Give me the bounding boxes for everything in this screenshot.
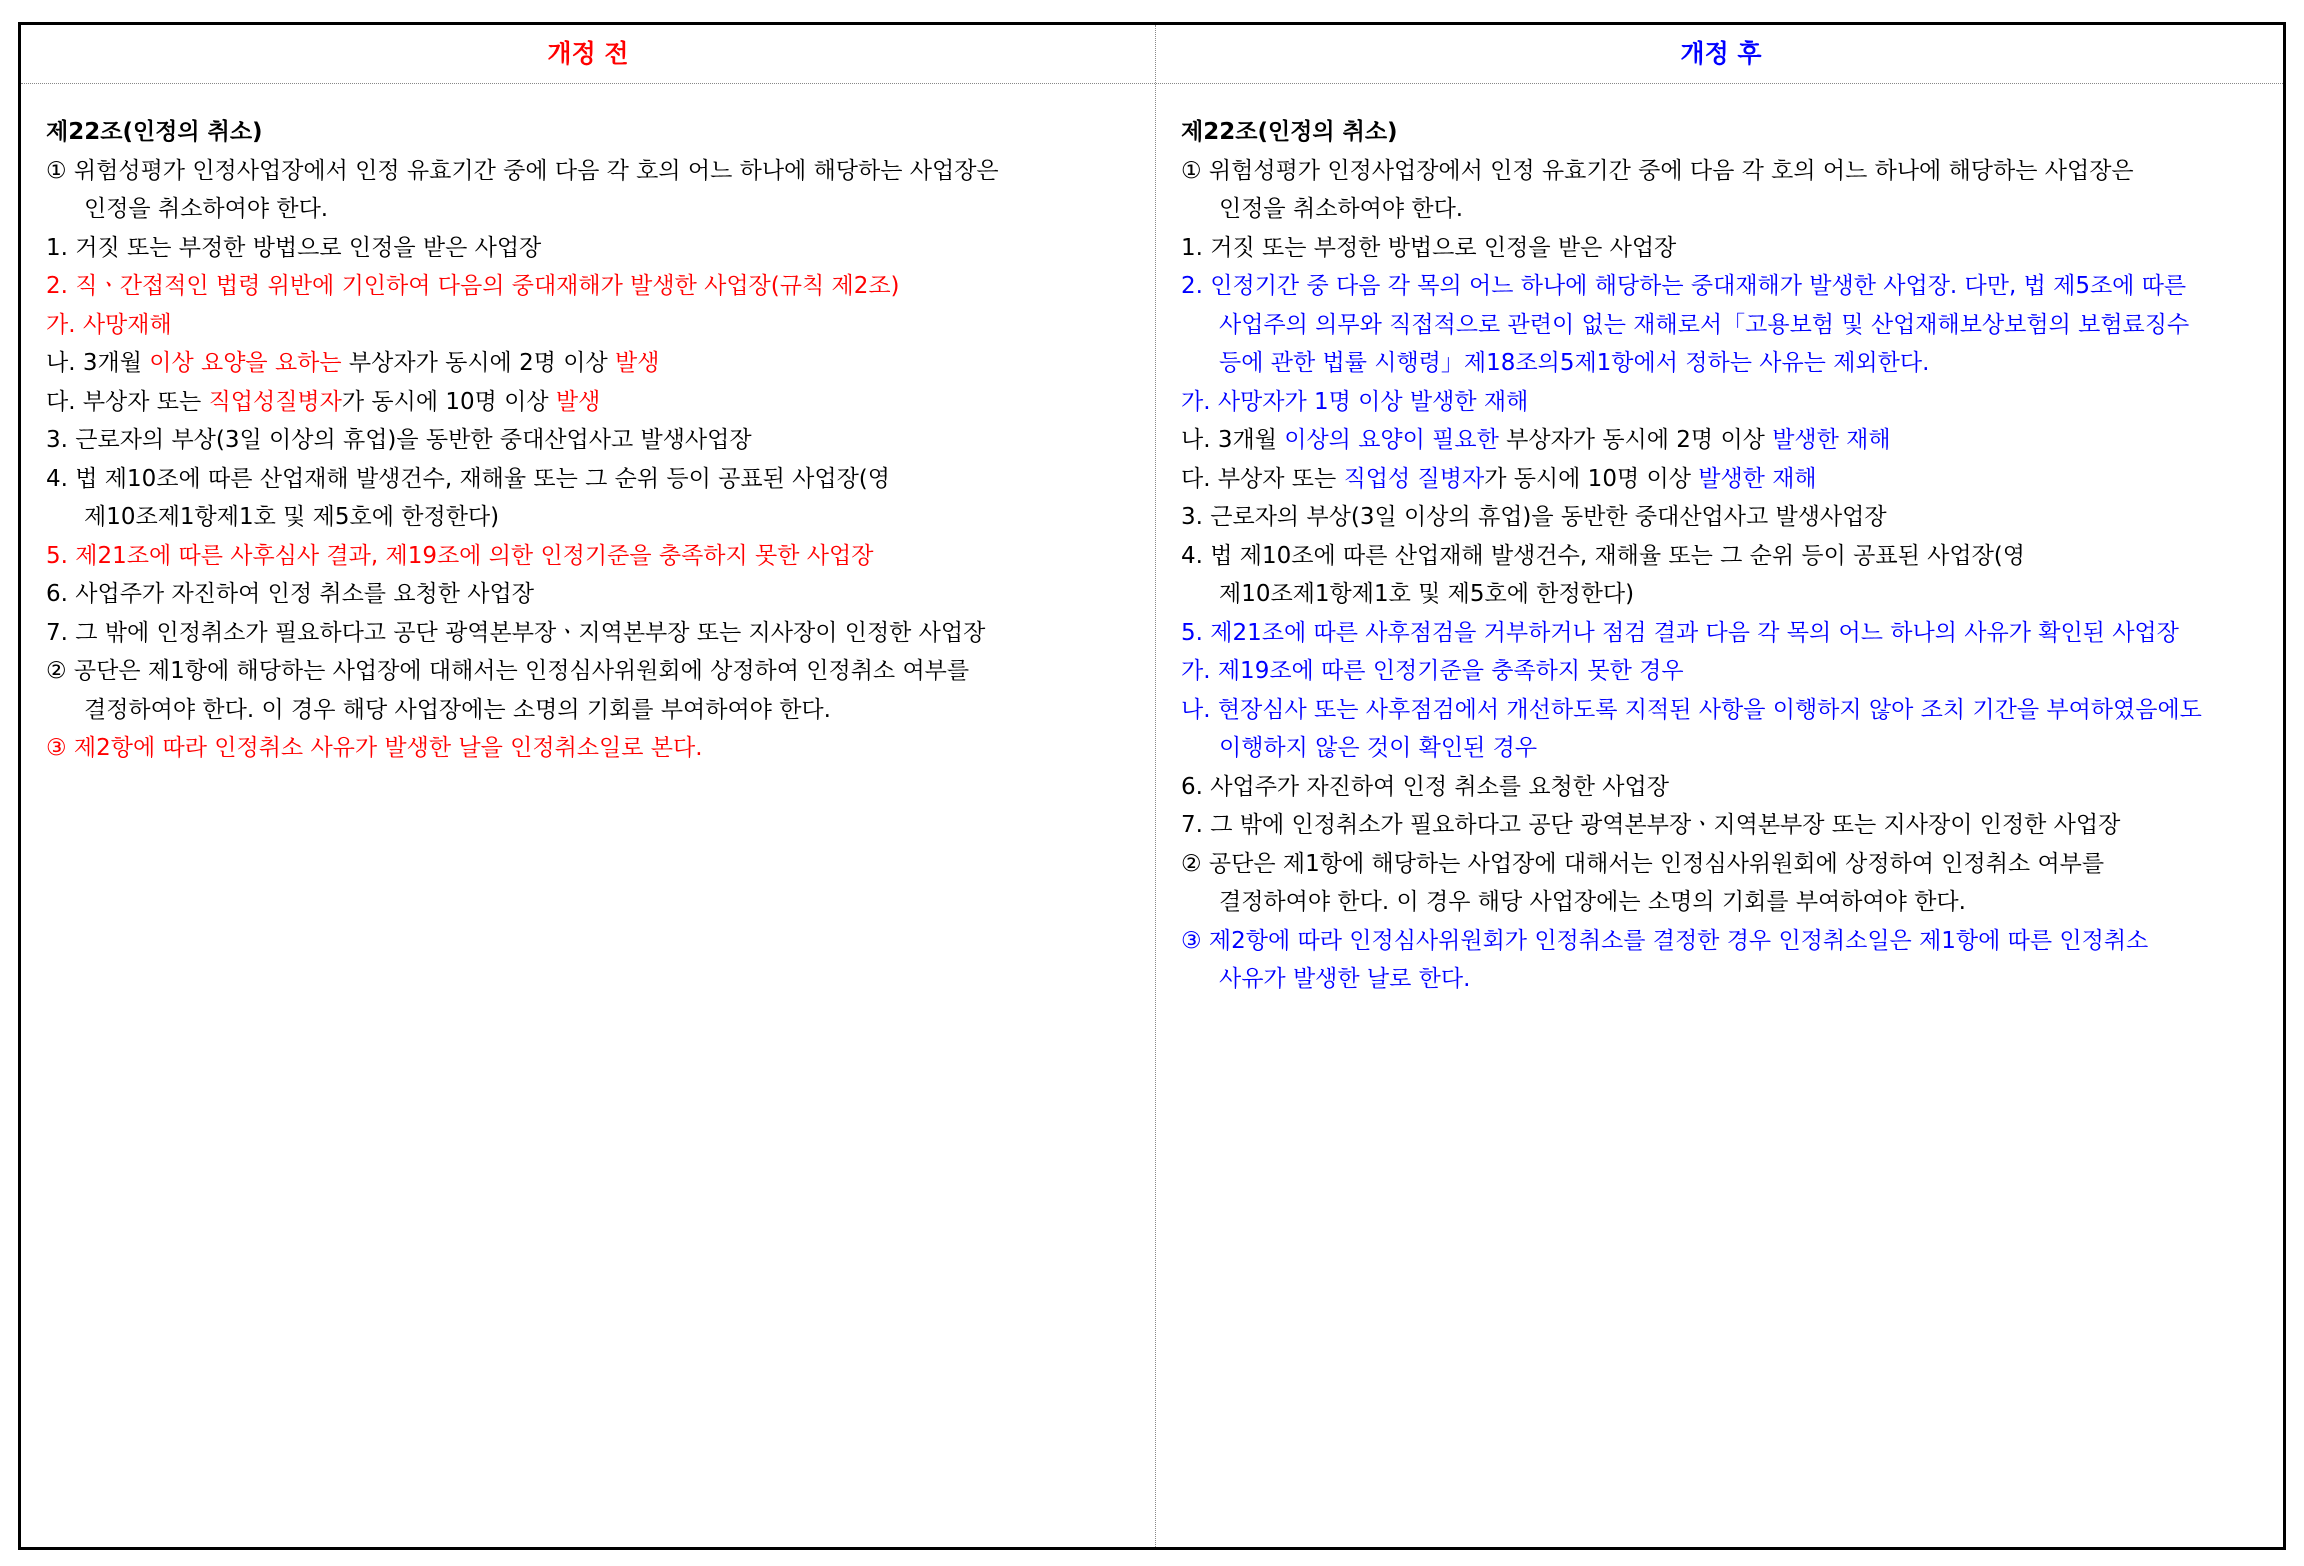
after-text: 인정을 취소하여야 한다. <box>1219 196 1464 222</box>
after-text: ③ 제2항에 따라 인정심사위원회가 인정취소를 결정한 경우 인정취소일은 제1항에 따른 인정취소 <box>1181 927 2149 954</box>
before-text: 제22조(인정의 취소) <box>46 119 263 145</box>
before-line <box>46 152 1136 191</box>
after-line <box>1181 575 2281 614</box>
after-text: 이상의 요양이 필요한 <box>1284 427 1499 453</box>
after-line <box>1181 614 2281 653</box>
header-divider <box>21 83 2283 84</box>
after-line <box>1181 845 2281 884</box>
after-line <box>1181 691 2281 730</box>
before-text: 부상자가 동시에 2명 이상 <box>341 350 615 376</box>
after-text: 나. 3개월 <box>1181 427 1285 453</box>
after-line <box>1181 498 2281 537</box>
before-text: 2. 직ㆍ간접적인 법령 위반에 기인하여 다음의 중대재해가 발생한 사업장(규칙 제2조) <box>46 273 900 299</box>
after-text: 결정하여야 한다. 이 경우 해당 사업장에는 소명의 기회를 부여하여야 한다. <box>1219 889 1966 915</box>
after-text: 다. 부상자 또는 <box>1181 465 1344 492</box>
before-text: 5. 제21조에 따른 사후심사 결과, 제19조에 의한 인정기준을 충족하지 못한 사업장 <box>46 542 874 569</box>
before-line <box>46 729 1136 768</box>
before-header: 개정 전 <box>547 39 629 68</box>
before-line <box>46 383 1136 422</box>
before-text: 7. 그 밖에 인정취소가 필요하다고 공단 광역본부장ㆍ지역본부장 또는 지사장이 인정한 사업장 <box>46 619 986 646</box>
before-text: 나. 3개월 <box>46 350 150 376</box>
before-text: 다. 부상자 또는 <box>46 388 209 415</box>
after-line <box>1181 113 2281 152</box>
before-text: 4. 법 제10조에 따른 산업재해 발생건수, 재해율 또는 그 순위 등이 공표된 사업장(영 <box>46 465 890 492</box>
before-text: 가 동시에 10명 이상 <box>341 388 556 415</box>
before-text: 제10조제1항제1호 및 제5호에 한정한다) <box>84 504 500 530</box>
before-text: 결정하여야 한다. 이 경우 해당 사업장에는 소명의 기회를 부여하여야 한다. <box>84 696 831 723</box>
after-line <box>1181 267 2281 306</box>
after-text: ② 공단은 제1항에 해당하는 사업장에 대해서는 인정심사위원회에 상정하여 인정취소 여부를 <box>1181 850 2105 877</box>
after-line <box>1181 883 2281 922</box>
after-text: ① 위험성평가 인정사업장에서 인정 유효기간 중에 다음 각 호의 어느 하나에 해당하는 사업장은 <box>1181 157 2134 184</box>
before-text: 6. 사업주가 자진하여 인정 취소를 요청한 사업장 <box>46 581 534 607</box>
after-text: 가. 제19조에 따른 인정기준을 충족하지 못한 경우 <box>1181 658 1684 684</box>
before-text: 인정을 취소하여야 한다. <box>84 196 329 222</box>
before-text: ② 공단은 제1항에 해당하는 사업장에 대해서는 인정심사위원회에 상정하여 인정취소 여부를 <box>46 658 970 684</box>
after-text: 5. 제21조에 따른 사후점검을 거부하거나 점검 결과 다음 각 목의 어느 하나의 사유가 확인된 사업장 <box>1181 619 2179 646</box>
after-line <box>1181 652 2281 691</box>
after-line <box>1181 729 2281 768</box>
after-text: 이행하지 않은 것이 확인된 경우 <box>1219 735 1538 761</box>
after-line <box>1181 229 2281 268</box>
after-text: 사업주의 의무와 직접적으로 관련이 없는 재해로서「고용보험 및 산업재해보상보험의 보험료징수 <box>1219 311 2190 338</box>
before-text: 발생 <box>555 388 601 415</box>
before-text: ① 위험성평가 인정사업장에서 인정 유효기간 중에 다음 각 호의 어느 하나에 해당하는 사업장은 <box>46 157 999 184</box>
before-line <box>46 190 1136 229</box>
after-text: 발생한 재해 <box>1698 465 1817 492</box>
after-line <box>1181 922 2281 961</box>
after-text: 1. 거짓 또는 부정한 방법으로 인정을 받은 사업장 <box>1181 234 1677 261</box>
after-text: 3. 근로자의 부상(3일 이상의 휴업)을 동반한 중대산업사고 발생사업장 <box>1181 504 1887 530</box>
after-line <box>1181 960 2281 999</box>
after-text: 4. 법 제10조에 따른 산업재해 발생건수, 재해율 또는 그 순위 등이 공표된 사업장(영 <box>1181 542 2025 569</box>
after-line <box>1181 383 2281 422</box>
before-text: 가. 사망재해 <box>46 311 172 338</box>
after-text: 7. 그 밖에 인정취소가 필요하다고 공단 광역본부장ㆍ지역본부장 또는 지사장이 인정한 사업장 <box>1181 812 2121 838</box>
after-line <box>1181 768 2281 807</box>
after-text: 나. 현장심사 또는 사후점검에서 개선하도록 지적된 사항을 이행하지 않아 조치 기간을 부여하였음에도 <box>1181 696 2202 723</box>
after-text: 가. 사망자가 1명 이상 발생한 재해 <box>1181 388 1529 415</box>
before-line <box>46 652 1136 691</box>
before-line <box>46 691 1136 730</box>
after-line <box>1181 537 2281 576</box>
after-line <box>1181 190 2281 229</box>
before-line <box>46 421 1136 460</box>
after-line <box>1181 152 2281 191</box>
after-text: 사유가 발생한 날로 한다. <box>1219 966 1471 992</box>
before-line <box>46 306 1136 345</box>
after-line <box>1181 344 2281 383</box>
after-text: 6. 사업주가 자진하여 인정 취소를 요청한 사업장 <box>1181 773 1669 800</box>
after-line <box>1181 306 2281 345</box>
before-text: 발생 <box>614 350 660 376</box>
before-line <box>46 460 1136 499</box>
before-text: ③ 제2항에 따라 인정취소 사유가 발생한 날을 인정취소일로 본다. <box>46 735 703 761</box>
before-line <box>46 575 1136 614</box>
before-column <box>46 113 1136 768</box>
after-line <box>1181 421 2281 460</box>
before-line <box>46 267 1136 306</box>
before-line <box>46 537 1136 576</box>
after-text: 제10조제1항제1호 및 제5호에 한정한다) <box>1219 581 1635 607</box>
before-line <box>46 498 1136 537</box>
comparison-table <box>18 22 2286 1550</box>
column-divider <box>1155 25 1156 1547</box>
after-line <box>1181 460 2281 499</box>
after-line <box>1181 806 2281 845</box>
before-line <box>46 344 1136 383</box>
before-text: 직업성질병자 <box>208 388 342 415</box>
after-text: 등에 관한 법률 시행령」제18조의5제1항에서 정하는 사유는 제외한다. <box>1219 350 1930 376</box>
before-line <box>46 614 1136 653</box>
before-text: 1. 거짓 또는 부정한 방법으로 인정을 받은 사업장 <box>46 234 542 261</box>
after-text: 가 동시에 10명 이상 <box>1484 465 1699 492</box>
after-text: 제22조(인정의 취소) <box>1181 119 1398 145</box>
before-text: 이상 요양을 요하는 <box>149 350 342 376</box>
before-text: 3. 근로자의 부상(3일 이상의 휴업)을 동반한 중대산업사고 발생사업장 <box>46 427 752 453</box>
after-column <box>1181 113 2281 999</box>
after-text: 2. 인정기간 중 다음 각 목의 어느 하나에 해당하는 중대재해가 발생한 사업장. 다만, 법 제5조에 따른 <box>1181 273 2187 299</box>
after-text: 부상자가 동시에 2명 이상 <box>1498 427 1773 453</box>
after-text: 직업성 질병자 <box>1343 465 1485 492</box>
before-line <box>46 229 1136 268</box>
after-header: 개정 후 <box>1680 39 1762 68</box>
after-text: 발생한 재해 <box>1772 427 1891 453</box>
before-line <box>46 113 1136 152</box>
